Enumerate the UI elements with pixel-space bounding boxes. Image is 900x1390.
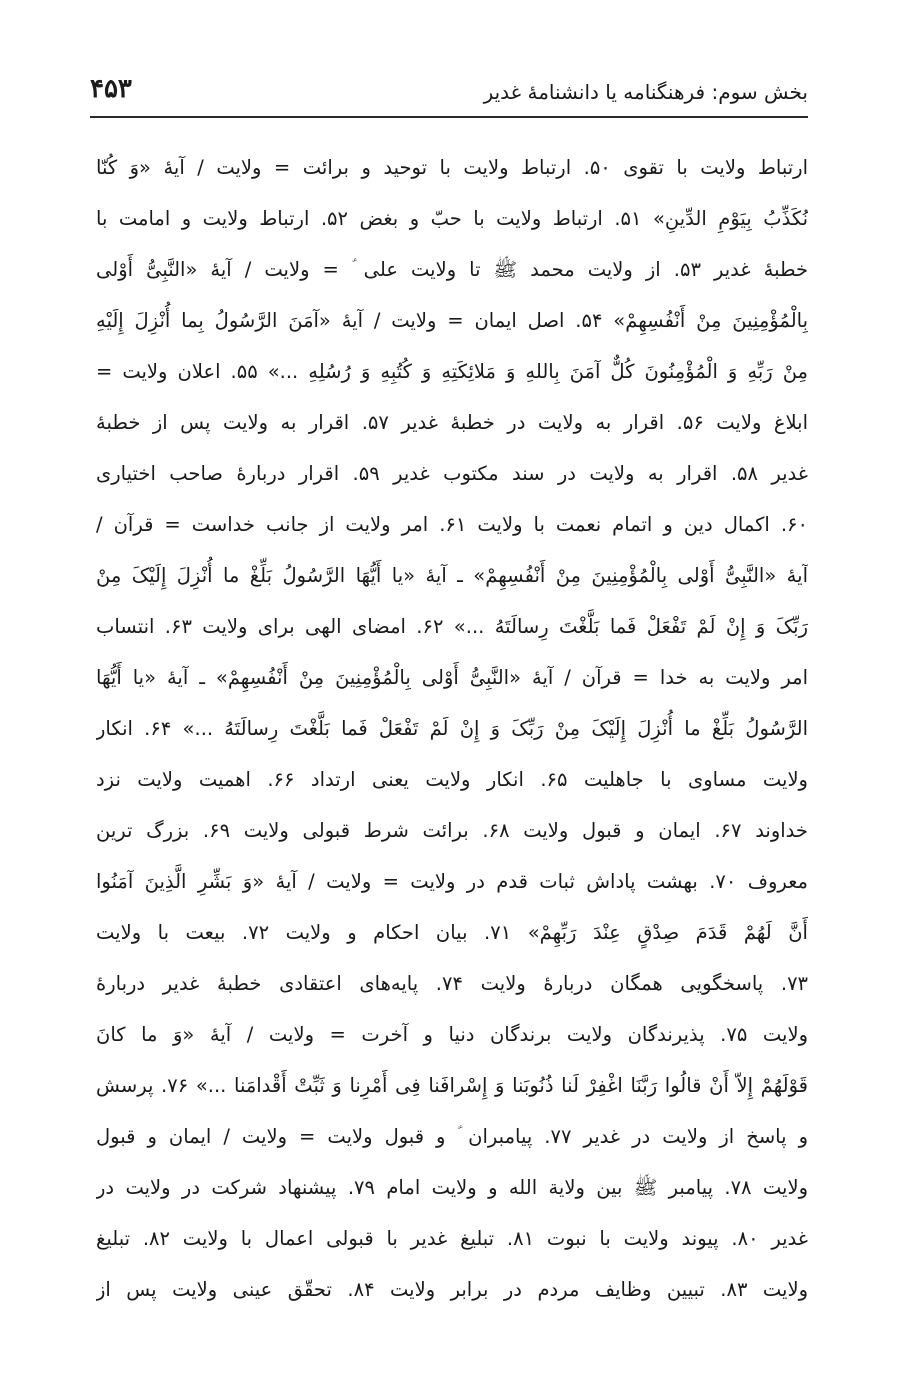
text-line: خداوند ۶۷. ایمان و قبول ولایت ۶۸. برائت شرط قبولی ولایت ۶۹. بزرگ ترین xyxy=(96,819,808,842)
text-line: آیۀ «النَّبِیُّ أَوْلی بِالْمُؤْمِنِینَ مِنْ أَنْفُسِهِمْ» ـ آیۀ «یا أَیُّهَا الرَّسُولُ بَلِّغْ ما أُنْزِلَ إِلَیْکَ مِنْ xyxy=(96,564,808,587)
text-line: امر ولایت به خدا = قرآن / آیۀ «النَّبِیُّ أَوْلی بِالْمُؤْمِنِینَ مِنْ أَنْفُسِهِمْ» ـ آیۀ «یا أَیُّهَا xyxy=(96,666,808,689)
text-line: بِالْمُؤْمِنِینَ مِنْ أَنْفُسِهِمْ» ۵۴. اصل ایمان = ولایت / آیۀ «آمَنَ الرَّسُولُ بِما أُنْزِلَ إِلَیْهِ xyxy=(96,309,808,332)
running-header-title: بخش سوم: فرهنگنامه یا دانشنامۀ غدیر xyxy=(483,80,808,104)
text-line: ابلاغ ولایت ۵۶. اقرار به ولایت در خطبۀ غدیر ۵۷. اقرار به ولایت پس از خطبۀ xyxy=(96,411,808,434)
text-line: أَنَّ لَهُمْ قَدَمَ صِدْقٍ عِنْدَ رَبِّهِمْ» ۷۱. بیان احکام و ولایت ۷۲. بیعت با ولایت xyxy=(96,921,808,944)
text-line: نُکَذِّبُ بِیَوْمِ الدِّینِ» ۵۱. ارتباط ولایت با حبّ و بغض ۵۲. ارتباط ولایت و امامت با xyxy=(96,207,808,230)
text-line: ولایت ۷۵. پذیرندگان ولایت برندگان دنیا و آخرت = ولایت / آیۀ «وَ ما کانَ xyxy=(96,1023,808,1046)
text-line: الرَّسُولُ بَلِّغْ ما أُنْزِلَ إِلَیْکَ مِنْ رَبِّکَ وَ إِنْ لَمْ تَفْعَلْ فَما بَلَّغْتَ رِسالَتَهُ ...» ۶۴. انکار xyxy=(96,717,808,740)
header-divider xyxy=(90,116,808,118)
text-line: ۶۰. اکمال دین و اتمام نعمت با ولایت ۶۱. امر ولایت از جانب خداست = قرآن / xyxy=(96,513,808,536)
text-line: ولایت مساوی با جاهلیت ۶۵. انکار ولایت یعنی ارتداد ۶۶. اهمیت ولایت نزد xyxy=(96,768,808,791)
text-line: ارتباط ولایت با تقوی ۵۰. ارتباط ولایت با توحید و برائت = ولایت / آیۀ «وَ کُنّا xyxy=(96,156,808,179)
text-line: رَبِّکَ وَ إِنْ لَمْ تَفْعَلْ فَما بَلَّغْتَ رِسالَتَهُ ...» ۶۲. امضای الهی برای ولایت ۶۳. انتساب xyxy=(96,615,808,638)
text-line: غدیر ۸۰. پیوند ولایت با نبوت ۸۱. تبلیغ غدیر با قبولی اعمال با ولایت ۸۲. تبلیغ xyxy=(96,1227,808,1250)
page-number: ۴۵۳ xyxy=(90,74,132,104)
text-line: ولایت ۷۸. پیامبر ﷺ بین ولایة الله و ولایت امام ۷۹. پیشنهاد شرکت در ولایت در xyxy=(96,1176,808,1199)
text-line: ۷۳. پاسخگویی همگان دربارۀ ولایت ۷۴. پایه‌های اعتقادی خطبۀ غدیر دربارۀ xyxy=(96,972,808,995)
page-header xyxy=(90,72,808,118)
body-text xyxy=(96,142,808,1315)
text-line: معروف ۷۰. بهشت پاداش ثبات قدم در ولایت = ولایت / آیۀ «وَ بَشِّرِ الَّذِینَ آمَنُوا xyxy=(96,870,808,893)
text-line: ولایت ۸۳. تبیین وظایف مردم در برابر ولایت ۸۴. تحقّق عینی ولایت پس از xyxy=(96,1278,808,1301)
text-line: و پاسخ از ولایت در غدیر ۷۷. پیامبران ؑ و قبول ولایت = ولایت / ایمان و قبول xyxy=(96,1125,808,1148)
text-line: مِنْ رَبِّهِ وَ الْمُؤْمِنُونَ کُلٌّ آمَنَ بِاللهِ وَ مَلائِکَتِهِ وَ کُتُبِهِ وَ رُسُلِهِ ...» ۵۵. اعلان ولایت = xyxy=(96,360,808,383)
text-line: غدیر ۵۸. اقرار به ولایت در سند مکتوب غدیر ۵۹. اقرار دربارۀ صاحب اختیاری xyxy=(96,462,808,485)
text-line: خطبۀ غدیر ۵۳. از ولایت محمد ﷺ تا ولایت علی ؑ = ولایت / آیۀ «النَّبِیُّ أَوْلی xyxy=(96,258,808,281)
text-line: قَوْلَهُمْ إِلاّ أَنْ قالُوا رَبَّنَا اغْفِرْ لَنا ذُنُوبَنا وَ إِسْرافَنا فِی أَمْرِنا وَ ثَبِّتْ أَقْدامَنا ...» ۷۶. پرسش xyxy=(96,1074,808,1097)
